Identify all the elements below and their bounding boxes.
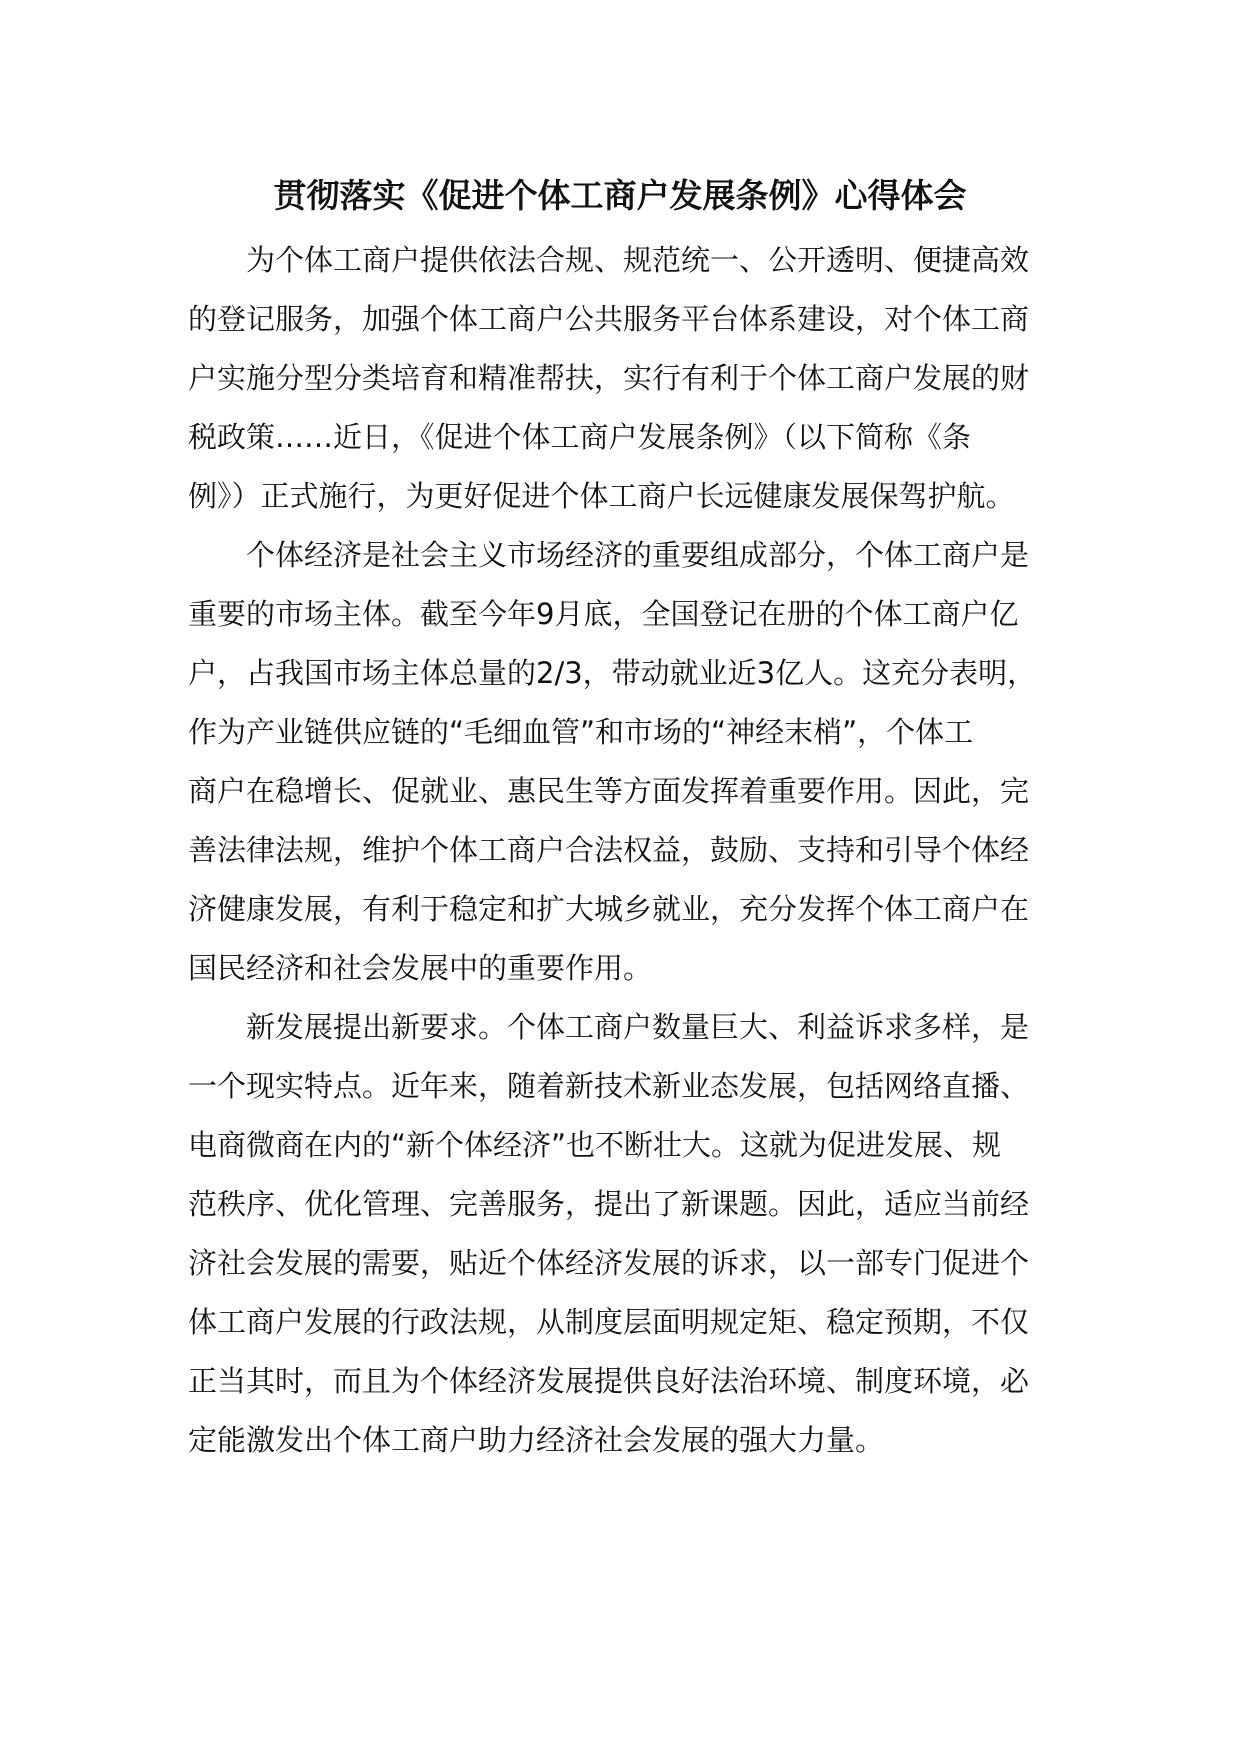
text-line: 的登记服务，加强个体工商户公共服务平台体系建设，对个体工商: [188, 302, 1030, 336]
text-line: 户实施分型分类培育和精准帮扶，实行有利于个体工商户发展的财: [188, 361, 1030, 395]
text-line: 正当其时，而且为个体经济发展提供良好法治环境、制度环境，必: [188, 1364, 1030, 1398]
text-line: 体工商户发展的行政法规，从制度层面明规定矩、稳定预期，不仅: [188, 1305, 1030, 1339]
text-line: 新发展提出新要求。个体工商户数量巨大、利益诉求多样，是: [246, 1010, 1030, 1044]
text-line: 国民经济和社会发展中的重要作用。: [188, 951, 653, 985]
text-line: 商户在稳增长、促就业、惠民生等方面发挥着重要作用。因此，完: [188, 774, 1030, 808]
text-line: 一个现实特点。近年来，随着新技术新业态发展，包括网络直播、: [188, 1069, 1030, 1103]
text-line: 电商微商在内的“新个体经济”也不断壮大。这就为促进发展、规: [188, 1128, 1002, 1162]
text-line: 定能激发出个体工商户助力经济社会发展的强大力量。: [188, 1423, 885, 1457]
document-title: 贯彻落实《促进个体工商户发展条例》心得体会: [273, 176, 967, 215]
text-line: 税政策……近日，《促进个体工商户发展条例》（以下简称《条: [188, 420, 972, 454]
text-line: 为个体工商户提供依法合规、规范统一、公开透明、便捷高效: [246, 243, 1030, 277]
text-line: 个体经济是社会主义市场经济的重要组成部分，个体工商户是: [246, 538, 1030, 572]
text-line: 善法律法规，维护个体工商户合法权益，鼓励、支持和引导个体经: [188, 833, 1030, 867]
text-line: 户，占我国市场主体总量的2/3，带动就业近3亿人。这充分表明，: [188, 656, 1037, 690]
text-line: 作为产业链供应链的“毛细血管”和市场的“神经末梢”，个体工: [188, 715, 974, 749]
text-line: 济社会发展的需要，贴近个体经济发展的诉求，以一部专门促进个: [188, 1246, 1030, 1280]
text-line: 重要的市场主体。截至今年9月底，全国登记在册的个体工商户亿: [188, 597, 1019, 631]
text-line: 例》）正式施行，为更好促进个体工商户长远健康发展保驾护航。: [188, 479, 1015, 513]
text-line: 济健康发展，有利于稳定和扩大城乡就业，充分发挥个体工商户在: [188, 892, 1030, 926]
text-line: 范秩序、优化管理、完善服务，提出了新课题。因此，适应当前经: [188, 1187, 1030, 1221]
